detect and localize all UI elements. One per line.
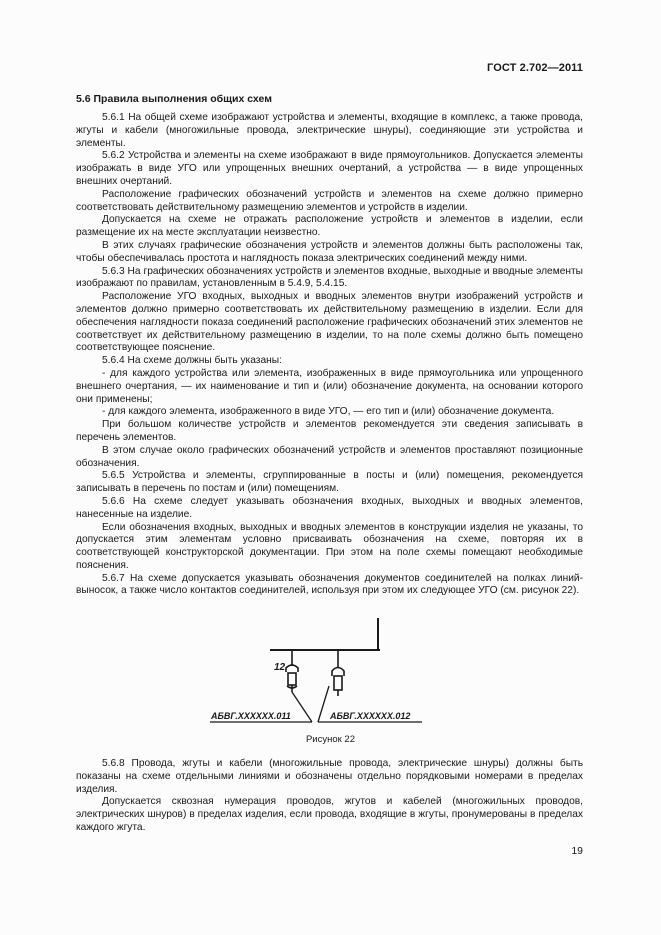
paragraph: Если обозначения входных, выходных и вводных элементов в конструкции изделия не указаны, то допускается этим элементам условно присваивать обозначения на схеме, повторяя их в соответствующей конструкторской документации. При этом на поле схемы помещают необходимые пояснения. [76,521,583,571]
page-number: 19 [571,845,583,857]
paragraph: Расположение УГО входных, выходных и вводных элементов внутри изображений устройств и элементов должно примерно соответствовать их действительному размещению в изделии. Если для обеспечения наглядности показа соединений расположение графических обозначений этих элементов не соответствует их действительному размещению в изделии, то на поле схемы должно быть помещено соответствующее пояснение. [76,291,583,354]
list-item: - для каждого устройства или элемента, изображенных в виде прямоугольника или упрощенного внешнего очертания, — их наименование и тип и (или) обозначение документа, на основании которого они применены; [76,367,583,405]
paragraph: 5.6.7 На схеме допускается указывать обозначения документов соединителей на полках линий-выносок, а также число контактов соединителей, используя при этом их следующее УГО (см. рисунок 22). [76,572,583,597]
connector-left-icon [286,665,298,692]
paragraph: 5.6.2 Устройства и элементы на схеме изображают в виде прямоугольников. Допускается элементы изображать в виде УГО или упрощенных внешних очертаний, а устройства — в виде упрощенных внешних очертаний. [76,150,583,187]
paragraph: 5.6.8 Провода, жгуты и кабели (многожильные провода, электрические шнуры) должны быть показаны на схеме отдельными линиями и обозначены отдельно порядковыми номерами в пределах изделия. [76,758,583,795]
paragraph: При большом количестве устройств и элементов рекомендуется эти сведения записывать в перечень элементов. [76,419,583,443]
body-text [76,112,583,598]
section-title: 5.6 Правила выполнения общих схем [76,93,272,105]
connector-diagram-figure [208,616,438,726]
paragraph: Допускается на схеме не отражать расположение устройств и элементов в изделии, если размещение их на месте эксплуатации неизвестно. [76,214,583,239]
body-text-continued [76,758,583,835]
leader-line-right [318,686,329,722]
contact-count-label: 12 [274,662,286,673]
paragraph: Допускается сквозная нумерация проводов, жгутов и кабелей (многожильных проводов, электрических шнуров) в пределах изделия, если провода, входящие в жгуты, пронумерованы в пределах каждого жгута. [76,796,583,833]
connector-right-icon [332,668,344,697]
paragraph: 5.6.5 Устройства и элементы, сгруппированные в посты и (или) помещения, рекомендуется записывать в перечень по постам и (или) помещениям. [76,470,583,495]
leader-line-left [292,692,312,722]
paragraph: 5.6.6 На схеме следует указывать обозначения входных, выходных и вводных элементов, нанесенные на изделие. [76,495,583,520]
connector-label-left: АБВГ.XXXXXX.011 [211,711,291,721]
paragraph: 5.6.4 На схеме должны быть указаны: [102,355,282,367]
paragraph: 5.6.1 На общей схеме изображают устройства и элементы, входящие в комплекс, а также провода, жгуты и кабели (многожильные провода, электрические шнуры), соединяющие эти устройства и элементы. [76,112,583,149]
paragraph: В этом случае около графических обозначений устройств и элементов проставляют позиционные обозначения. [76,444,583,469]
paragraph: В этих случаях графические обозначения устройств и элементов должны быть расположены так, чтобы обеспечивалась простота и наглядность показа электрических соединений между ними. [76,239,583,264]
document-header: ГОСТ 2.702—2011 [487,62,583,74]
paragraph: Расположение графических обозначений устройств и элементов на схеме должно примерно соответствовать действительному размещению элементов и устройств в изделии. [76,188,583,213]
paragraph: 5.6.3 На графических обозначениях устройств и элементов входные, выходные и вводные элементы изображают по правилам, установленным в 5.4.9, 5.4.15. [76,265,583,290]
connector-label-right: АБВГ.XXXXXX.012 [330,711,411,721]
connector-diagram [208,616,438,726]
list-item: - для каждого элемента, изображенного в виде УГО, — его тип и (или) обозначение документа. [102,406,555,418]
figure-caption: Рисунок 22 [305,734,356,745]
